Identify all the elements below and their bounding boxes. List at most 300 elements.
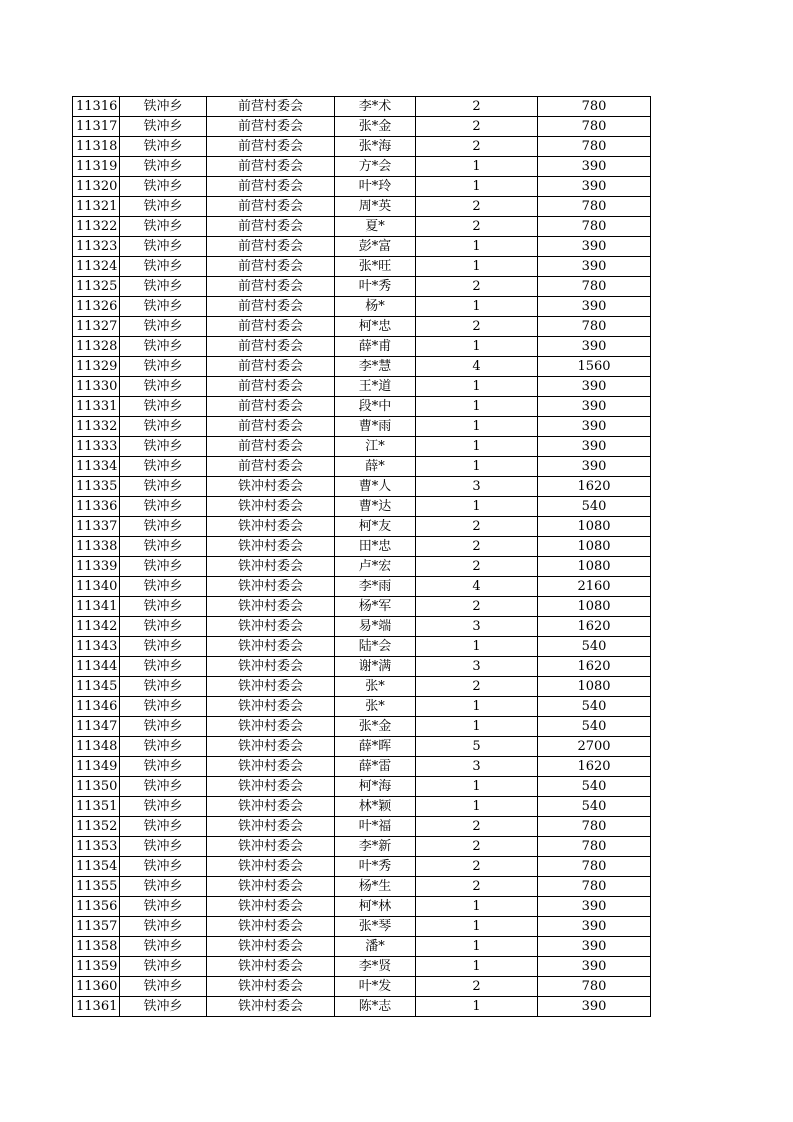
amount-cell: 390 <box>538 257 651 277</box>
amount-cell: 780 <box>538 217 651 237</box>
township-cell: 铁冲乡 <box>120 957 207 977</box>
amount-cell: 780 <box>538 97 651 117</box>
township-cell: 铁冲乡 <box>120 437 207 457</box>
village-committee-cell: 前营村委会 <box>207 117 335 137</box>
count-cell: 1 <box>416 937 538 957</box>
row-id-cell: 11360 <box>73 977 120 997</box>
count-cell: 2 <box>416 817 538 837</box>
count-cell: 2 <box>416 317 538 337</box>
name-cell: 李*新 <box>335 837 416 857</box>
township-cell: 铁冲乡 <box>120 717 207 737</box>
table-row <box>73 997 651 1017</box>
name-cell: 柯*海 <box>335 777 416 797</box>
amount-cell: 780 <box>538 317 651 337</box>
village-committee-cell: 前营村委会 <box>207 457 335 477</box>
village-committee-cell: 铁冲村委会 <box>207 957 335 977</box>
township-cell: 铁冲乡 <box>120 817 207 837</box>
table-row <box>73 837 651 857</box>
village-committee-cell: 铁冲村委会 <box>207 817 335 837</box>
count-cell: 1 <box>416 437 538 457</box>
table-row <box>73 857 651 877</box>
count-cell: 5 <box>416 737 538 757</box>
row-id-cell: 11327 <box>73 317 120 337</box>
count-cell: 2 <box>416 837 538 857</box>
count-cell: 2 <box>416 97 538 117</box>
amount-cell: 780 <box>538 877 651 897</box>
township-cell: 铁冲乡 <box>120 297 207 317</box>
row-id-cell: 11338 <box>73 537 120 557</box>
table-row <box>73 897 651 917</box>
name-cell: 张*金 <box>335 117 416 137</box>
township-cell: 铁冲乡 <box>120 877 207 897</box>
row-id-cell: 11334 <box>73 457 120 477</box>
count-cell: 1 <box>416 917 538 937</box>
village-committee-cell: 前营村委会 <box>207 177 335 197</box>
name-cell: 江* <box>335 437 416 457</box>
name-cell: 柯*忠 <box>335 317 416 337</box>
name-cell: 张*琴 <box>335 917 416 937</box>
name-cell: 夏* <box>335 217 416 237</box>
amount-cell: 390 <box>538 177 651 197</box>
amount-cell: 540 <box>538 797 651 817</box>
name-cell: 曹*人 <box>335 477 416 497</box>
table-row <box>73 617 651 637</box>
name-cell: 王*道 <box>335 377 416 397</box>
village-committee-cell: 铁冲村委会 <box>207 497 335 517</box>
row-id-cell: 11355 <box>73 877 120 897</box>
township-cell: 铁冲乡 <box>120 997 207 1017</box>
amount-cell: 390 <box>538 957 651 977</box>
row-id-cell: 11347 <box>73 717 120 737</box>
table-row <box>73 777 651 797</box>
village-committee-cell: 铁冲村委会 <box>207 637 335 657</box>
row-id-cell: 11337 <box>73 517 120 537</box>
township-cell: 铁冲乡 <box>120 797 207 817</box>
table-row <box>73 117 651 137</box>
count-cell: 4 <box>416 577 538 597</box>
township-cell: 铁冲乡 <box>120 477 207 497</box>
township-cell: 铁冲乡 <box>120 937 207 957</box>
count-cell: 4 <box>416 357 538 377</box>
name-cell: 方*会 <box>335 157 416 177</box>
row-id-cell: 11348 <box>73 737 120 757</box>
village-committee-cell: 铁冲村委会 <box>207 737 335 757</box>
amount-cell: 780 <box>538 837 651 857</box>
count-cell: 1 <box>416 497 538 517</box>
count-cell: 2 <box>416 877 538 897</box>
table-row <box>73 357 651 377</box>
township-cell: 铁冲乡 <box>120 277 207 297</box>
amount-cell: 2160 <box>538 577 651 597</box>
village-committee-cell: 前营村委会 <box>207 97 335 117</box>
row-id-cell: 11340 <box>73 577 120 597</box>
name-cell: 李*慧 <box>335 357 416 377</box>
count-cell: 3 <box>416 477 538 497</box>
name-cell: 彭*富 <box>335 237 416 257</box>
table-row <box>73 637 651 657</box>
amount-cell: 390 <box>538 997 651 1017</box>
village-committee-cell: 前营村委会 <box>207 437 335 457</box>
amount-cell: 390 <box>538 457 651 477</box>
table-row <box>73 957 651 977</box>
township-cell: 铁冲乡 <box>120 417 207 437</box>
amount-cell: 540 <box>538 637 651 657</box>
village-committee-cell: 铁冲村委会 <box>207 837 335 857</box>
township-cell: 铁冲乡 <box>120 677 207 697</box>
count-cell: 1 <box>416 237 538 257</box>
name-cell: 张*海 <box>335 137 416 157</box>
township-cell: 铁冲乡 <box>120 597 207 617</box>
row-id-cell: 11354 <box>73 857 120 877</box>
village-committee-cell: 前营村委会 <box>207 137 335 157</box>
township-cell: 铁冲乡 <box>120 337 207 357</box>
row-id-cell: 11357 <box>73 917 120 937</box>
count-cell: 2 <box>416 117 538 137</box>
name-cell: 卢*宏 <box>335 557 416 577</box>
table-row <box>73 597 651 617</box>
count-cell: 2 <box>416 197 538 217</box>
row-id-cell: 11350 <box>73 777 120 797</box>
village-committee-cell: 铁冲村委会 <box>207 857 335 877</box>
table-row <box>73 157 651 177</box>
row-id-cell: 11324 <box>73 257 120 277</box>
village-committee-cell: 前营村委会 <box>207 397 335 417</box>
name-cell: 周*英 <box>335 197 416 217</box>
row-id-cell: 11339 <box>73 557 120 577</box>
village-committee-cell: 铁冲村委会 <box>207 517 335 537</box>
row-id-cell: 11322 <box>73 217 120 237</box>
count-cell: 1 <box>416 257 538 277</box>
township-cell: 铁冲乡 <box>120 257 207 277</box>
table-row <box>73 217 651 237</box>
count-cell: 1 <box>416 377 538 397</box>
township-cell: 铁冲乡 <box>120 457 207 477</box>
village-committee-cell: 铁冲村委会 <box>207 597 335 617</box>
township-cell: 铁冲乡 <box>120 977 207 997</box>
village-committee-cell: 铁冲村委会 <box>207 577 335 597</box>
count-cell: 2 <box>416 277 538 297</box>
count-cell: 1 <box>416 417 538 437</box>
name-cell: 曹*达 <box>335 497 416 517</box>
table-row <box>73 977 651 997</box>
township-cell: 铁冲乡 <box>120 737 207 757</box>
row-id-cell: 11344 <box>73 657 120 677</box>
amount-cell: 390 <box>538 157 651 177</box>
count-cell: 2 <box>416 857 538 877</box>
name-cell: 张*旺 <box>335 257 416 277</box>
table-row <box>73 337 651 357</box>
table-row <box>73 237 651 257</box>
village-committee-cell: 铁冲村委会 <box>207 477 335 497</box>
township-cell: 铁冲乡 <box>120 837 207 857</box>
count-cell: 1 <box>416 457 538 477</box>
amount-cell: 390 <box>538 937 651 957</box>
table-row <box>73 557 651 577</box>
count-cell: 1 <box>416 397 538 417</box>
name-cell: 杨*生 <box>335 877 416 897</box>
table-row <box>73 257 651 277</box>
table-row <box>73 677 651 697</box>
village-committee-cell: 前营村委会 <box>207 277 335 297</box>
count-cell: 1 <box>416 957 538 977</box>
township-cell: 铁冲乡 <box>120 537 207 557</box>
row-id-cell: 11346 <box>73 697 120 717</box>
amount-cell: 390 <box>538 377 651 397</box>
amount-cell: 1620 <box>538 617 651 637</box>
amount-cell: 390 <box>538 897 651 917</box>
name-cell: 叶*玲 <box>335 177 416 197</box>
row-id-cell: 11326 <box>73 297 120 317</box>
count-cell: 2 <box>416 677 538 697</box>
row-id-cell: 11333 <box>73 437 120 457</box>
table-row <box>73 197 651 217</box>
name-cell: 张*金 <box>335 717 416 737</box>
township-cell: 铁冲乡 <box>120 377 207 397</box>
table-row <box>73 137 651 157</box>
village-committee-cell: 前营村委会 <box>207 377 335 397</box>
amount-cell: 1620 <box>538 757 651 777</box>
amount-cell: 780 <box>538 197 651 217</box>
name-cell: 张* <box>335 677 416 697</box>
row-id-cell: 11341 <box>73 597 120 617</box>
amount-cell: 780 <box>538 117 651 137</box>
name-cell: 薛* <box>335 457 416 477</box>
township-cell: 铁冲乡 <box>120 517 207 537</box>
township-cell: 铁冲乡 <box>120 617 207 637</box>
table-row <box>73 477 651 497</box>
township-cell: 铁冲乡 <box>120 757 207 777</box>
count-cell: 1 <box>416 297 538 317</box>
village-committee-cell: 铁冲村委会 <box>207 997 335 1017</box>
village-committee-cell: 前营村委会 <box>207 417 335 437</box>
name-cell: 杨*军 <box>335 597 416 617</box>
name-cell: 陆*会 <box>335 637 416 657</box>
row-id-cell: 11316 <box>73 97 120 117</box>
row-id-cell: 11359 <box>73 957 120 977</box>
row-id-cell: 11342 <box>73 617 120 637</box>
amount-cell: 540 <box>538 697 651 717</box>
amount-cell: 1080 <box>538 537 651 557</box>
amount-cell: 780 <box>538 977 651 997</box>
name-cell: 曹*雨 <box>335 417 416 437</box>
village-committee-cell: 前营村委会 <box>207 197 335 217</box>
table-row <box>73 937 651 957</box>
name-cell: 李*贤 <box>335 957 416 977</box>
amount-cell: 780 <box>538 137 651 157</box>
count-cell: 2 <box>416 137 538 157</box>
amount-cell: 390 <box>538 397 651 417</box>
table-row <box>73 177 651 197</box>
township-cell: 铁冲乡 <box>120 497 207 517</box>
table-row <box>73 317 651 337</box>
row-id-cell: 11330 <box>73 377 120 397</box>
count-cell: 2 <box>416 217 538 237</box>
village-committee-cell: 铁冲村委会 <box>207 917 335 937</box>
amount-cell: 390 <box>538 237 651 257</box>
table-row <box>73 97 651 117</box>
row-id-cell: 11352 <box>73 817 120 837</box>
village-committee-cell: 前营村委会 <box>207 257 335 277</box>
township-cell: 铁冲乡 <box>120 317 207 337</box>
row-id-cell: 11329 <box>73 357 120 377</box>
township-cell: 铁冲乡 <box>120 157 207 177</box>
count-cell: 1 <box>416 697 538 717</box>
village-committee-cell: 铁冲村委会 <box>207 657 335 677</box>
name-cell: 谢*满 <box>335 657 416 677</box>
table-row <box>73 737 651 757</box>
village-committee-cell: 铁冲村委会 <box>207 557 335 577</box>
count-cell: 2 <box>416 517 538 537</box>
village-committee-cell: 前营村委会 <box>207 317 335 337</box>
row-id-cell: 11323 <box>73 237 120 257</box>
row-id-cell: 11331 <box>73 397 120 417</box>
township-cell: 铁冲乡 <box>120 777 207 797</box>
name-cell: 杨* <box>335 297 416 317</box>
township-cell: 铁冲乡 <box>120 357 207 377</box>
row-id-cell: 11332 <box>73 417 120 437</box>
name-cell: 陈*志 <box>335 997 416 1017</box>
village-committee-cell: 前营村委会 <box>207 217 335 237</box>
name-cell: 田*忠 <box>335 537 416 557</box>
table-row <box>73 817 651 837</box>
township-cell: 铁冲乡 <box>120 217 207 237</box>
row-id-cell: 11361 <box>73 997 120 1017</box>
table-row <box>73 417 651 437</box>
table-row <box>73 757 651 777</box>
table-row <box>73 457 651 477</box>
amount-cell: 780 <box>538 857 651 877</box>
table-row <box>73 697 651 717</box>
row-id-cell: 11343 <box>73 637 120 657</box>
count-cell: 1 <box>416 777 538 797</box>
count-cell: 1 <box>416 717 538 737</box>
name-cell: 叶*发 <box>335 977 416 997</box>
count-cell: 1 <box>416 897 538 917</box>
amount-cell: 540 <box>538 717 651 737</box>
name-cell: 李*雨 <box>335 577 416 597</box>
count-cell: 2 <box>416 557 538 577</box>
village-committee-cell: 铁冲村委会 <box>207 797 335 817</box>
township-cell: 铁冲乡 <box>120 557 207 577</box>
table-row <box>73 717 651 737</box>
row-id-cell: 11345 <box>73 677 120 697</box>
township-cell: 铁冲乡 <box>120 697 207 717</box>
count-cell: 2 <box>416 537 538 557</box>
village-committee-cell: 前营村委会 <box>207 337 335 357</box>
village-committee-cell: 铁冲村委会 <box>207 757 335 777</box>
name-cell: 薛*晖 <box>335 737 416 757</box>
count-cell: 1 <box>416 997 538 1017</box>
row-id-cell: 11317 <box>73 117 120 137</box>
table-row <box>73 397 651 417</box>
amount-cell: 1080 <box>538 677 651 697</box>
village-committee-cell: 铁冲村委会 <box>207 937 335 957</box>
amount-cell: 1080 <box>538 597 651 617</box>
amount-cell: 540 <box>538 497 651 517</box>
township-cell: 铁冲乡 <box>120 237 207 257</box>
amount-cell: 390 <box>538 437 651 457</box>
count-cell: 3 <box>416 657 538 677</box>
table-row <box>73 277 651 297</box>
township-cell: 铁冲乡 <box>120 117 207 137</box>
count-cell: 1 <box>416 177 538 197</box>
amount-cell: 390 <box>538 297 651 317</box>
row-id-cell: 11351 <box>73 797 120 817</box>
name-cell: 林*颖 <box>335 797 416 817</box>
table-row <box>73 917 651 937</box>
table-row <box>73 797 651 817</box>
name-cell: 易*端 <box>335 617 416 637</box>
row-id-cell: 11318 <box>73 137 120 157</box>
village-committee-cell: 铁冲村委会 <box>207 617 335 637</box>
table-row <box>73 577 651 597</box>
amount-cell: 780 <box>538 817 651 837</box>
village-committee-cell: 前营村委会 <box>207 357 335 377</box>
name-cell: 薛*雷 <box>335 757 416 777</box>
amount-cell: 390 <box>538 417 651 437</box>
township-cell: 铁冲乡 <box>120 197 207 217</box>
amount-cell: 540 <box>538 777 651 797</box>
table-row <box>73 297 651 317</box>
township-cell: 铁冲乡 <box>120 897 207 917</box>
name-cell: 段*中 <box>335 397 416 417</box>
village-committee-cell: 铁冲村委会 <box>207 877 335 897</box>
row-id-cell: 11336 <box>73 497 120 517</box>
amount-cell: 1080 <box>538 517 651 537</box>
village-committee-cell: 铁冲村委会 <box>207 977 335 997</box>
amount-cell: 780 <box>538 277 651 297</box>
amount-cell: 1080 <box>538 557 651 577</box>
village-committee-cell: 铁冲村委会 <box>207 777 335 797</box>
amount-cell: 2700 <box>538 737 651 757</box>
village-committee-cell: 前营村委会 <box>207 157 335 177</box>
name-cell: 柯*林 <box>335 897 416 917</box>
amount-cell: 1560 <box>538 357 651 377</box>
name-cell: 李*术 <box>335 97 416 117</box>
name-cell: 张* <box>335 697 416 717</box>
row-id-cell: 11321 <box>73 197 120 217</box>
township-cell: 铁冲乡 <box>120 657 207 677</box>
table-row <box>73 537 651 557</box>
count-cell: 3 <box>416 617 538 637</box>
count-cell: 1 <box>416 637 538 657</box>
township-cell: 铁冲乡 <box>120 917 207 937</box>
table-row <box>73 877 651 897</box>
count-cell: 3 <box>416 757 538 777</box>
township-cell: 铁冲乡 <box>120 637 207 657</box>
name-cell: 潘* <box>335 937 416 957</box>
township-cell: 铁冲乡 <box>120 857 207 877</box>
amount-cell: 390 <box>538 337 651 357</box>
township-cell: 铁冲乡 <box>120 397 207 417</box>
township-cell: 铁冲乡 <box>120 137 207 157</box>
village-committee-cell: 铁冲村委会 <box>207 717 335 737</box>
row-id-cell: 11356 <box>73 897 120 917</box>
table-row <box>73 377 651 397</box>
table-row <box>73 497 651 517</box>
table-row <box>73 517 651 537</box>
count-cell: 2 <box>416 977 538 997</box>
count-cell: 1 <box>416 337 538 357</box>
row-id-cell: 11349 <box>73 757 120 777</box>
village-committee-cell: 铁冲村委会 <box>207 897 335 917</box>
township-cell: 铁冲乡 <box>120 577 207 597</box>
count-cell: 1 <box>416 797 538 817</box>
village-committee-cell: 铁冲村委会 <box>207 677 335 697</box>
row-id-cell: 11325 <box>73 277 120 297</box>
row-id-cell: 11358 <box>73 937 120 957</box>
amount-cell: 1620 <box>538 477 651 497</box>
